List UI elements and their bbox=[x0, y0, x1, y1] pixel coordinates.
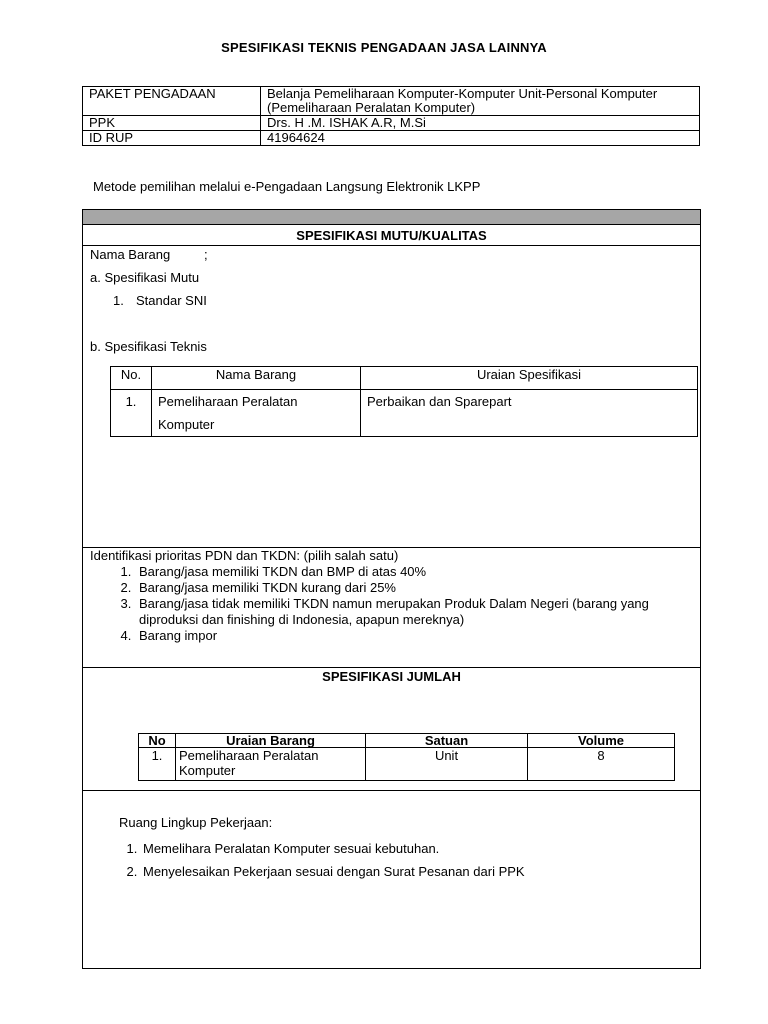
list-item: 3. Barang/jasa tidak memiliki TKDN namun merupakan Produk Dalam Negeri (barang yang diproduksi dan finishing di Indonesia, apapun mereknya) bbox=[135, 596, 710, 628]
item-name-label: Nama Barang bbox=[90, 247, 171, 262]
col-header-item-name: Nama Barang bbox=[152, 367, 361, 390]
quality-spec-header: SPESIFIKASI MUTU/KUALITAS bbox=[83, 225, 700, 246]
col-header-item-description: Uraian Barang bbox=[176, 734, 366, 748]
pdn-intro-text: Identifikasi prioritas PDN dan TKDN: (pilih salah satu) bbox=[90, 548, 399, 563]
item-name-line-1: Pemeliharaan Peralatan bbox=[158, 394, 298, 409]
document-title: SPESIFIKASI TEKNIS PENGADAAN JASA LAINNYA bbox=[221, 40, 547, 55]
quantity-table bbox=[138, 733, 675, 781]
info-value: Drs. H .M. ISHAK A.R, M.Si bbox=[261, 116, 700, 131]
item-name-separator: ; bbox=[204, 247, 208, 262]
info-label: PPK bbox=[83, 116, 261, 131]
list-item: 1. Barang/jasa memiliki TKDN dan BMP di atas 40% bbox=[135, 564, 710, 580]
selection-method-text: Metode pemilihan melalui e-Pengadaan Langsung Elektronik LKPP bbox=[93, 179, 481, 194]
technical-spec-label: b. Spesifikasi Teknis bbox=[90, 339, 207, 354]
technical-spec-table bbox=[110, 366, 698, 437]
info-label: PAKET PENGADAAN bbox=[83, 87, 261, 116]
cell-no: 1. bbox=[111, 390, 152, 437]
info-row-paket bbox=[83, 87, 700, 116]
quantity-spec-header: SPESIFIKASI JUMLAH bbox=[322, 669, 461, 684]
list-item: 1. Memelihara Peralatan Komputer sesuai kebutuhan. bbox=[141, 837, 525, 860]
cell-item-description: Pemeliharaan Peralatan Komputer bbox=[176, 748, 366, 781]
quality-item-number: 1. bbox=[113, 293, 124, 308]
table-row bbox=[139, 748, 675, 781]
table-header-row bbox=[111, 367, 698, 390]
section-divider bbox=[83, 790, 700, 791]
col-header-no: No. bbox=[111, 367, 152, 390]
work-scope-list bbox=[119, 837, 525, 883]
list-item: 2. Barang/jasa memiliki TKDN kurang dari 25% bbox=[135, 580, 710, 596]
list-item: 2. Menyelesaikan Pekerjaan sesuai dengan Surat Pesanan dari PPK bbox=[141, 860, 525, 883]
table-header-row bbox=[139, 734, 675, 748]
work-scope-title: Ruang Lingkup Pekerjaan: bbox=[119, 815, 273, 830]
col-header-description: Uraian Spesifikasi bbox=[361, 367, 698, 390]
grey-header-bar bbox=[83, 210, 700, 225]
item-name-line-2: Komputer bbox=[158, 417, 215, 432]
cell-no: 1. bbox=[139, 748, 176, 781]
info-value: 41964624 bbox=[261, 131, 700, 146]
pdn-option-list bbox=[103, 564, 710, 644]
specification-box bbox=[82, 209, 701, 969]
table-row bbox=[111, 390, 698, 437]
cell-item-name bbox=[152, 390, 361, 437]
procurement-info-table bbox=[82, 86, 700, 146]
quality-item-text: Standar SNI bbox=[136, 293, 207, 308]
cell-volume: 8 bbox=[528, 748, 675, 781]
info-label: ID RUP bbox=[83, 131, 261, 146]
col-header-no: No bbox=[139, 734, 176, 748]
info-row-ppk bbox=[83, 116, 700, 131]
col-header-unit: Satuan bbox=[366, 734, 528, 748]
cell-unit: Unit bbox=[366, 748, 528, 781]
info-value: Belanja Pemeliharaan Komputer-Komputer Unit-Personal Komputer (Pemeliharaan Peralatan Komputer) bbox=[261, 87, 700, 116]
list-item: 4. Barang impor bbox=[135, 628, 710, 644]
quality-spec-label: a. Spesifikasi Mutu bbox=[90, 270, 200, 285]
section-divider bbox=[83, 667, 700, 668]
info-row-id-rup bbox=[83, 131, 700, 146]
col-header-volume: Volume bbox=[528, 734, 675, 748]
cell-description: Perbaikan dan Sparepart bbox=[361, 390, 698, 437]
